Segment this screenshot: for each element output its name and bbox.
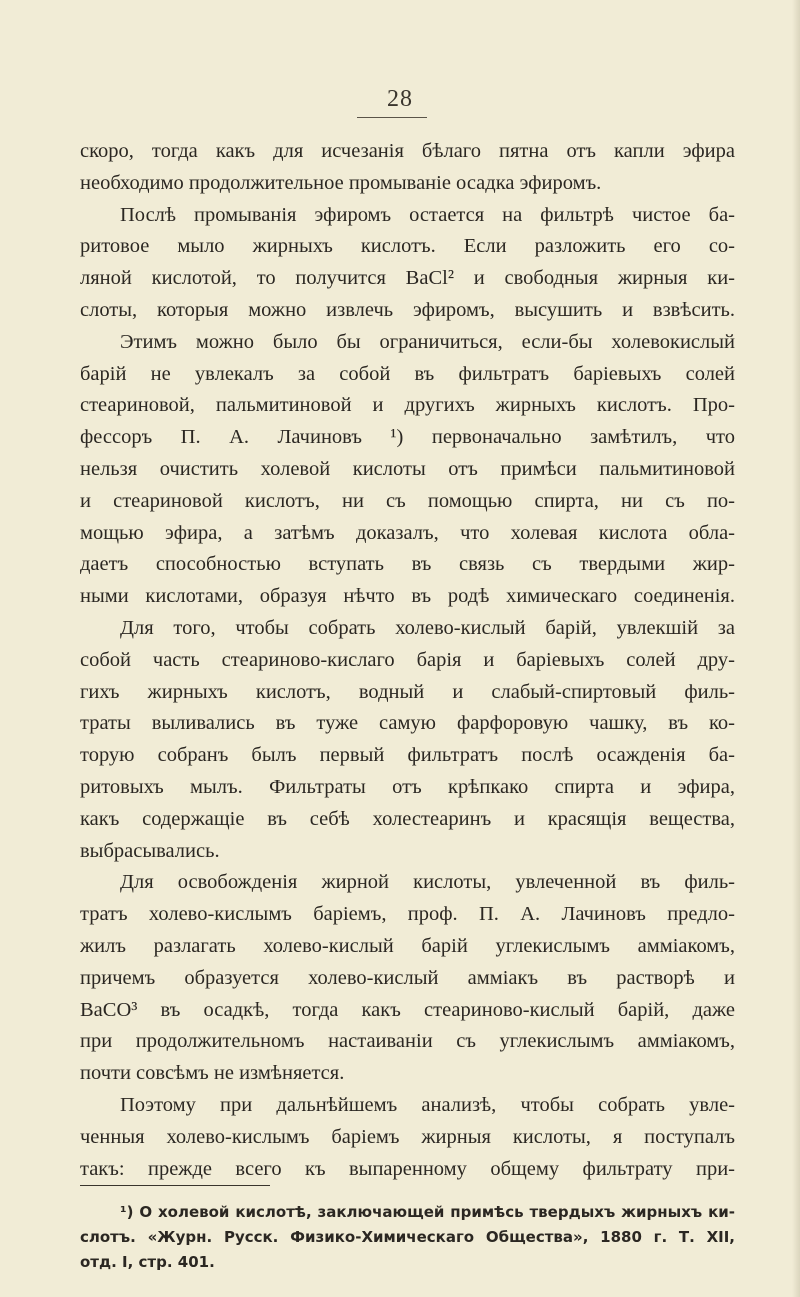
- text-line: стеариновой, пальмитиновой и другихъ жирныхъ кислотъ. Про-: [80, 394, 735, 417]
- text-line: торую собранъ былъ первый фильтратъ послѣ осажденія ба-: [80, 744, 735, 767]
- text-line: гихъ жирныхъ кислотъ, водный и слабый-спиртовый филь-: [80, 680, 735, 703]
- footnote-line: отд. I, стр. 401.: [80, 1253, 215, 1271]
- text-line: какъ содержащіе въ себѣ холестеаринъ и красящія вещества,: [80, 807, 735, 830]
- text-line: почти совсѣмъ не измѣняется.: [80, 1062, 345, 1085]
- text-line: слоты, которыя можно извлечь эфиромъ, высушить и взвѣсить.: [80, 298, 735, 321]
- text-line: мощью эфира, а затѣмъ доказалъ, что холевая кислота обла-: [80, 521, 735, 544]
- page-edge-shadow: [792, 0, 800, 1297]
- text-line: такъ: прежде всего къ выпаренному общему фильтрату при-: [80, 1157, 735, 1180]
- text-line: BaCO³ въ осадкѣ, тогда какъ стеариново-кислый барій, даже: [80, 998, 735, 1021]
- text-line: скоро, тогда какъ для исчезанія бѣлаго пятна отъ капли эфира: [80, 140, 735, 162]
- text-line: Этимъ можно было бы ограничиться, если-бы холевокислый: [120, 330, 735, 353]
- page-number: 28: [387, 86, 413, 112]
- text-line: Для освобожденія жирной кислоты, увлеченной въ филь-: [120, 871, 735, 894]
- page-number-rule: [357, 117, 427, 118]
- text-line: тратъ холево-кислымъ баріемъ, проф. П. А. Лачиновъ предло-: [80, 903, 735, 926]
- text-line: и стеариновой кислотъ, ни съ помощью спирта, ни съ по-: [80, 489, 735, 512]
- text-line: даетъ способностью вступать въ связь съ твердыми жир-: [80, 553, 735, 576]
- footnote-line: слотъ. «Журн. Русск. Физико-Химическаго Общества», 1880 г. Т. XII,: [80, 1228, 735, 1246]
- text-line: траты выливались въ туже самую фарфоровую чашку, въ ко-: [80, 712, 735, 735]
- body-text: [80, 136, 735, 1185]
- text-line: собой часть стеариново-кислаго барія и баріевыхъ солей дру-: [80, 648, 735, 671]
- text-line: при продолжительномъ настаиваніи съ углекислымъ амміакомъ,: [80, 1030, 735, 1053]
- footnote: [80, 1200, 735, 1275]
- footnote-line: ¹) О холевой кислотѣ, заключающей примѣсь твердыхъ жирныхъ ки-: [120, 1203, 735, 1221]
- text-line: выбрасывались.: [80, 839, 220, 862]
- text-line: ритовое мыло жирныхъ кислотъ. Если разложить его со-: [80, 235, 735, 258]
- text-line: необходимо продолжительное промываніе осадка эфиромъ.: [80, 171, 602, 194]
- text-line: ритовыхъ мылъ. Фильтраты отъ крѣпкако спирта и эфира,: [80, 775, 735, 798]
- text-line: нельзя очистить холевой кислоты отъ примѣси пальмитиновой: [80, 457, 735, 480]
- text-line: ными кислотами, образуя нѣчто въ родѣ химическаго соединенія.: [80, 585, 735, 608]
- text-line: ченныя холево-кислымъ баріемъ жирныя кислоты, я поступалъ: [80, 1125, 735, 1148]
- text-line: Для того, чтобы собрать холево-кислый барій, увлекшій за: [120, 616, 735, 639]
- text-line: причемъ образуется холево-кислый амміакъ въ растворѣ и: [80, 966, 735, 989]
- text-line: Поэтому при дальнѣйшемъ анализѣ, чтобы собрать увле-: [120, 1093, 735, 1116]
- text-line: жилъ разлагать холево-кислый барій углекислымъ амміакомъ,: [80, 934, 735, 957]
- text-line: ляной кислотой, то получится BaCl² и свободныя жирныя ки-: [80, 267, 735, 290]
- footnote-divider: [80, 1185, 270, 1186]
- text-line: Послѣ промыванія эфиромъ остается на фильтрѣ чистое ба-: [120, 203, 735, 226]
- text-line: барій не увлекалъ за собой въ фильтратъ баріевыхъ солей: [80, 362, 735, 385]
- text-line: фессоръ П. А. Лачиновъ ¹) первоначально замѣтилъ, что: [80, 426, 735, 449]
